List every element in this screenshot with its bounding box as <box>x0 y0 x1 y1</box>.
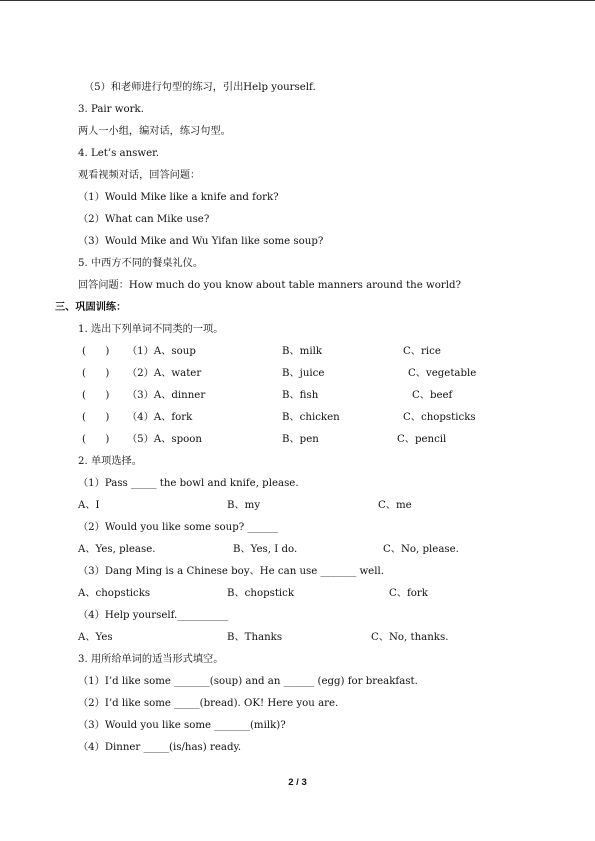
option-b: B、Yes, I do. <box>233 544 298 555</box>
option-a: （5）A、spoon <box>127 434 202 445</box>
answer-blank: ( ) <box>82 434 110 445</box>
option-a: （4）A、fork <box>127 412 193 423</box>
option-c: C、me <box>378 500 412 511</box>
fill-in-item: （2）I’d like some _____(bread). OK! Here you are. <box>78 698 339 709</box>
option-a: A、Yes, please. <box>78 544 156 555</box>
text-line: （5）和老师进行句型的练习，引出Help yourself. <box>84 82 316 93</box>
answer-blank: ( ) <box>82 390 110 401</box>
text-line: （1）Would Mike like a knife and fork? <box>78 192 279 203</box>
option-c: C、fork <box>389 588 428 599</box>
page-number: 2 / 3 <box>288 777 307 788</box>
option-c: C、rice <box>403 346 441 357</box>
option-a: A、Yes <box>78 632 113 643</box>
option-b: B、pen <box>282 434 319 445</box>
option-b: B、juice <box>282 368 325 379</box>
answer-blank: ( ) <box>82 412 110 423</box>
option-c: C、No, thanks. <box>371 632 449 643</box>
option-b: B、chicken <box>282 412 340 423</box>
question-stem: （3）Dang Ming is a Chinese boy、He can use _______ well. <box>78 566 384 577</box>
option-a: （3）A、dinner <box>127 390 206 401</box>
text-line: 回答问题：How much do you know about table manners around the world? <box>78 280 461 291</box>
option-a: （2）A、water <box>127 368 202 379</box>
option-b: B、milk <box>282 346 323 357</box>
text-line: 两人一小组，编对话，练习句型。 <box>78 126 231 137</box>
question-stem: （2）Would you like some soup? ______ <box>78 522 278 533</box>
text-line: 5. 中西方不同的餐桌礼仪。 <box>78 258 204 269</box>
text-line: （2）What can Mike use? <box>78 214 210 225</box>
text-line: 观看视频对话，回答问题： <box>78 170 201 181</box>
option-c: C、vegetable <box>408 368 477 379</box>
option-a: A、chopsticks <box>78 588 151 599</box>
fill-in-item: （3）Would you like some _______(milk)? <box>78 720 286 731</box>
option-a: （1）A、soup <box>127 346 196 357</box>
text-line: （3）Would Mike and Wu Yifan like some soup? <box>78 236 324 247</box>
option-b: B、fish <box>282 390 319 401</box>
fill-in-item: （4）Dinner _____(is/has) ready. <box>78 742 242 753</box>
section-heading: 三、巩固训练： <box>55 301 127 313</box>
page-top-border <box>0 0 595 1</box>
question-stem: （1）Pass _____ the bowl and knife, please. <box>78 478 299 489</box>
option-c: C、No, please. <box>383 544 459 555</box>
answer-blank: ( ) <box>82 368 110 379</box>
question-title: 3. 用所给单词的适当形式填空。 <box>78 654 224 665</box>
option-b: B、my <box>227 500 261 511</box>
option-c: C、chopsticks <box>403 412 476 423</box>
answer-blank: ( ) <box>82 346 110 357</box>
text-line: 4. Let’s answer. <box>78 148 160 159</box>
option-b: B、chopstick <box>227 588 295 599</box>
text-line: 3. Pair work. <box>78 104 144 115</box>
option-a: A、I <box>78 500 100 511</box>
question-title: 2. 单项选择。 <box>78 456 142 467</box>
question-stem: （4）Help yourself.__________ <box>78 610 229 621</box>
option-b: B、Thanks <box>227 632 283 643</box>
option-c: C、beef <box>412 390 453 401</box>
question-title: 1. 选出下列单词不同类的一项。 <box>78 324 224 335</box>
option-c: C、pencil <box>397 434 447 445</box>
fill-in-item: （1）I’d like some _______(soup) and an ______ (egg) for breakfast. <box>78 676 418 687</box>
